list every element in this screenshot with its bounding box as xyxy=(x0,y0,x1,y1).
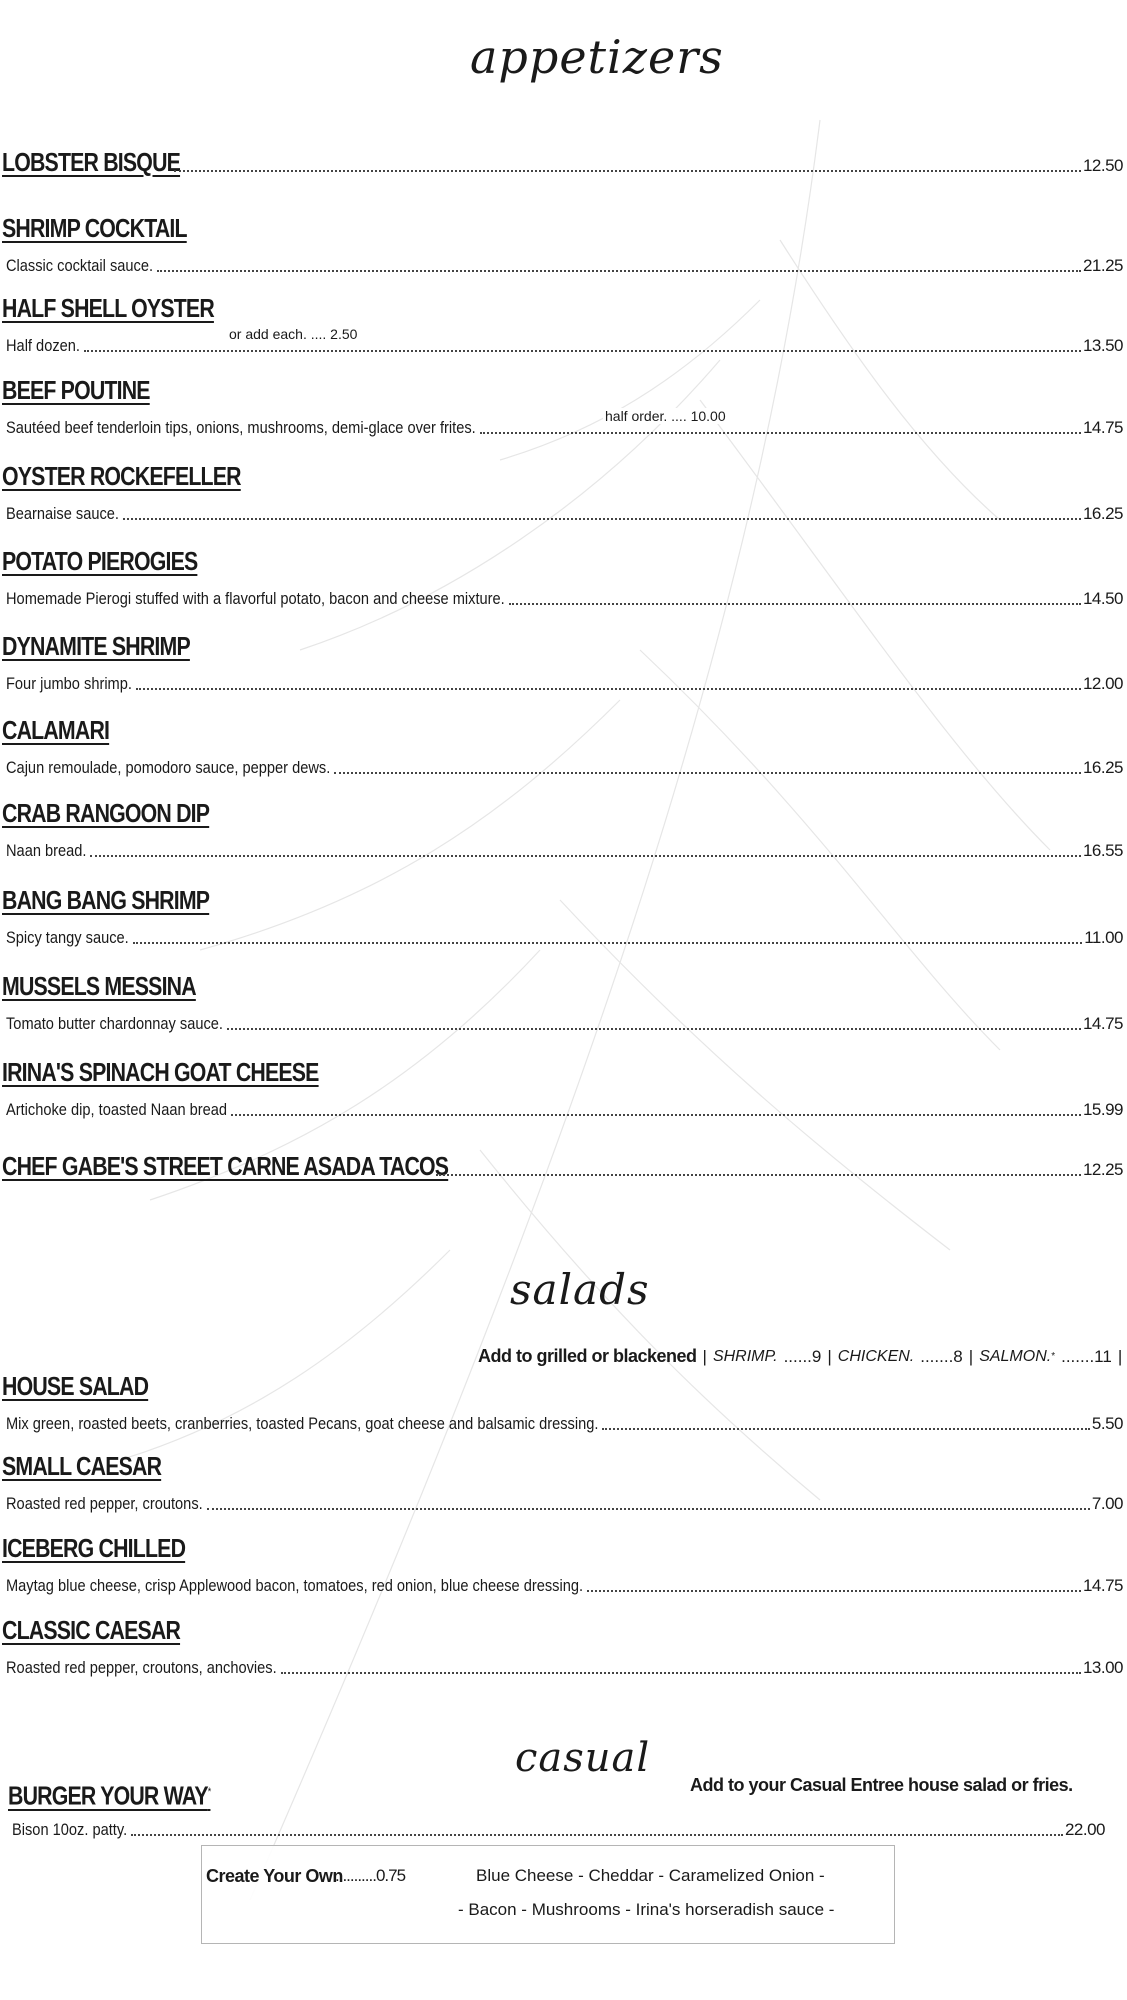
dot-leader xyxy=(131,1833,1063,1836)
item-name: CRAB RANGOON DIP xyxy=(2,798,210,828)
item-name: DYNAMITE SHRIMP xyxy=(2,631,190,661)
toppings-line-1: Blue Cheese - Cheddar - Caramelized Onion - xyxy=(476,1866,825,1885)
addon-chicken-name: CHICKEN. xyxy=(837,1347,915,1365)
item-description: Tomato butter chardonnay sauce. xyxy=(6,1014,224,1033)
burger-mark: * xyxy=(207,1786,211,1798)
addon-salmon-name: SALMON. xyxy=(979,1347,1052,1365)
item-description: Bearnaise sauce. xyxy=(6,504,119,523)
appetizers-heading: appetizers xyxy=(470,30,724,84)
item-description: Classic cocktail sauce. xyxy=(6,256,154,275)
item-note: half order. .... 10.00 xyxy=(605,408,726,424)
menu-item xyxy=(0,1450,1127,1530)
item-name: MUSSELS MESSINA xyxy=(2,971,196,1001)
addon-shrimp-name: SHRIMP. xyxy=(712,1347,778,1365)
item-name: SHRIMP COCKTAIL xyxy=(2,213,187,243)
item-description: Naan bread. xyxy=(6,841,87,860)
dot-leader xyxy=(231,1113,1081,1116)
menu-item xyxy=(0,212,1127,292)
dot-leader xyxy=(133,941,1083,944)
menu-item xyxy=(0,545,1127,625)
menu-item-burger xyxy=(6,1776,1111,1856)
item-name: OYSTER ROCKEFELLER xyxy=(2,461,241,491)
toppings-line-2: - Bacon - Mushrooms - Irina's horseradish sauce - xyxy=(458,1900,835,1919)
item-name: BANG BANG SHRIMP xyxy=(2,885,210,915)
item-price: 21.25 xyxy=(1082,256,1123,275)
dot-leader xyxy=(480,431,1081,434)
item-price: 7.00 xyxy=(1091,1494,1123,1513)
item-price: 13.00 xyxy=(1082,1658,1123,1677)
item-price: 12.00 xyxy=(1082,674,1123,693)
item-description: Bison 10oz. patty. xyxy=(12,1820,128,1839)
item-price: 12.50 xyxy=(1082,156,1123,175)
dot-leader xyxy=(90,854,1081,857)
dot-leader xyxy=(123,517,1081,520)
item-description: Cajun remoulade, pomodoro sauce, pepper dews. xyxy=(6,758,331,777)
item-name: CLASSIC CAESAR xyxy=(2,1615,181,1645)
menu-item xyxy=(0,714,1127,794)
menu-item xyxy=(0,1614,1127,1694)
item-name: IRINA'S SPINACH GOAT CHEESE xyxy=(2,1057,319,1087)
item-description: Roasted red pepper, croutons. xyxy=(6,1494,203,1513)
item-price: 14.75 xyxy=(1082,418,1123,437)
item-name: BURGER YOUR WAY* xyxy=(8,1780,211,1811)
item-price: 14.75 xyxy=(1082,1014,1123,1033)
addon-salmon-mark: * xyxy=(1051,1351,1056,1362)
item-price: 14.50 xyxy=(1082,589,1123,608)
item-description: Half dozen. xyxy=(6,336,80,355)
item-description: Four jumbo shrimp. xyxy=(6,674,132,693)
item-price: 22.00 xyxy=(1064,1820,1105,1839)
create-your-own-label: Create Your Own xyxy=(206,1866,343,1886)
item-name: HALF SHELL OYSTER xyxy=(2,293,214,323)
item-price: 16.25 xyxy=(1082,504,1123,523)
dot-leader xyxy=(281,1671,1081,1674)
item-price: 12.25 xyxy=(1082,1160,1123,1179)
dot-leader xyxy=(509,602,1081,605)
dot-leader xyxy=(174,169,1081,172)
dot-leader xyxy=(436,1173,1081,1176)
menu-item xyxy=(0,1150,1127,1230)
menu-item xyxy=(0,970,1127,1050)
menu-item xyxy=(0,884,1127,964)
item-description: Homemade Pierogi stuffed with a flavorful potato, bacon and cheese mixture. xyxy=(6,589,505,608)
item-price: 14.75 xyxy=(1082,1576,1123,1595)
item-description: Artichoke dip, toasted Naan bread xyxy=(6,1100,228,1119)
dot-leader xyxy=(587,1589,1081,1592)
dot-leader xyxy=(602,1427,1089,1430)
item-name: POTATO PIEROGIES xyxy=(2,546,198,576)
item-price: 15.99 xyxy=(1082,1100,1123,1119)
item-price: 11.00 xyxy=(1084,928,1123,947)
addon-salmon-price: .......11 xyxy=(1061,1346,1112,1366)
menu-item xyxy=(0,1056,1127,1136)
item-description: Spicy tangy sauce. xyxy=(6,928,129,947)
addon-chicken-price: .......8 xyxy=(920,1346,963,1366)
addon-shrimp-price: ......9 xyxy=(783,1346,822,1366)
item-description: Mix green, roasted beets, cranberries, toasted Pecans, goat cheese and balsamic dressing. xyxy=(6,1414,599,1433)
menu-item xyxy=(0,374,1127,454)
item-note: or add each. .... 2.50 xyxy=(229,326,358,342)
menu-item xyxy=(0,797,1127,877)
item-description: Sautéed beef tenderloin tips, onions, mushrooms, demi-glace over frites. xyxy=(6,418,476,437)
item-name: SMALL CAESAR xyxy=(2,1451,162,1481)
dot-leader xyxy=(84,349,1081,352)
salad-addon-options: Add to grilled or blackened | SHRIMP. ......9 | CHICKEN. .......8 | SALMON. * .......11 | xyxy=(478,1346,1123,1366)
salads-heading: salads xyxy=(510,1265,650,1314)
item-name: BEEF POUTINE xyxy=(2,375,150,405)
casual-heading: casual xyxy=(515,1735,651,1781)
item-price: 16.55 xyxy=(1082,841,1123,860)
menu-item xyxy=(0,630,1127,710)
create-your-own-price: ...........0.75 xyxy=(335,1866,406,1885)
item-price: 5.50 xyxy=(1091,1414,1123,1433)
dot-leader xyxy=(227,1027,1081,1030)
item-name: HOUSE SALAD xyxy=(2,1371,149,1401)
item-name: CALAMARI xyxy=(2,715,110,745)
dot-leader xyxy=(207,1507,1090,1510)
item-price: 13.50 xyxy=(1082,336,1123,355)
item-price: 16.25 xyxy=(1082,758,1123,777)
menu-item xyxy=(0,1370,1127,1450)
item-name: LOBSTER BISQUE xyxy=(2,147,181,177)
menu-item xyxy=(0,292,1127,372)
menu-item xyxy=(0,1532,1127,1612)
dot-leader xyxy=(334,771,1081,774)
item-name: CHEF GABE'S STREET CARNE ASADA TACOS xyxy=(2,1151,449,1181)
item-description: Maytag blue cheese, crisp Applewood bacon, tomatoes, red onion, blue cheese dressing. xyxy=(6,1576,584,1595)
item-description: Roasted red pepper, croutons, anchovies. xyxy=(6,1658,277,1677)
item-name: ICEBERG CHILLED xyxy=(2,1533,186,1563)
dot-leader xyxy=(157,269,1081,272)
salad-addon-label: Add to grilled or blackened xyxy=(478,1346,697,1366)
dot-leader xyxy=(136,687,1081,690)
menu-item xyxy=(0,460,1127,540)
create-your-own-box xyxy=(201,1845,895,1944)
casual-note: Add to your Casual Entree house salad or fries. xyxy=(690,1775,1073,1795)
